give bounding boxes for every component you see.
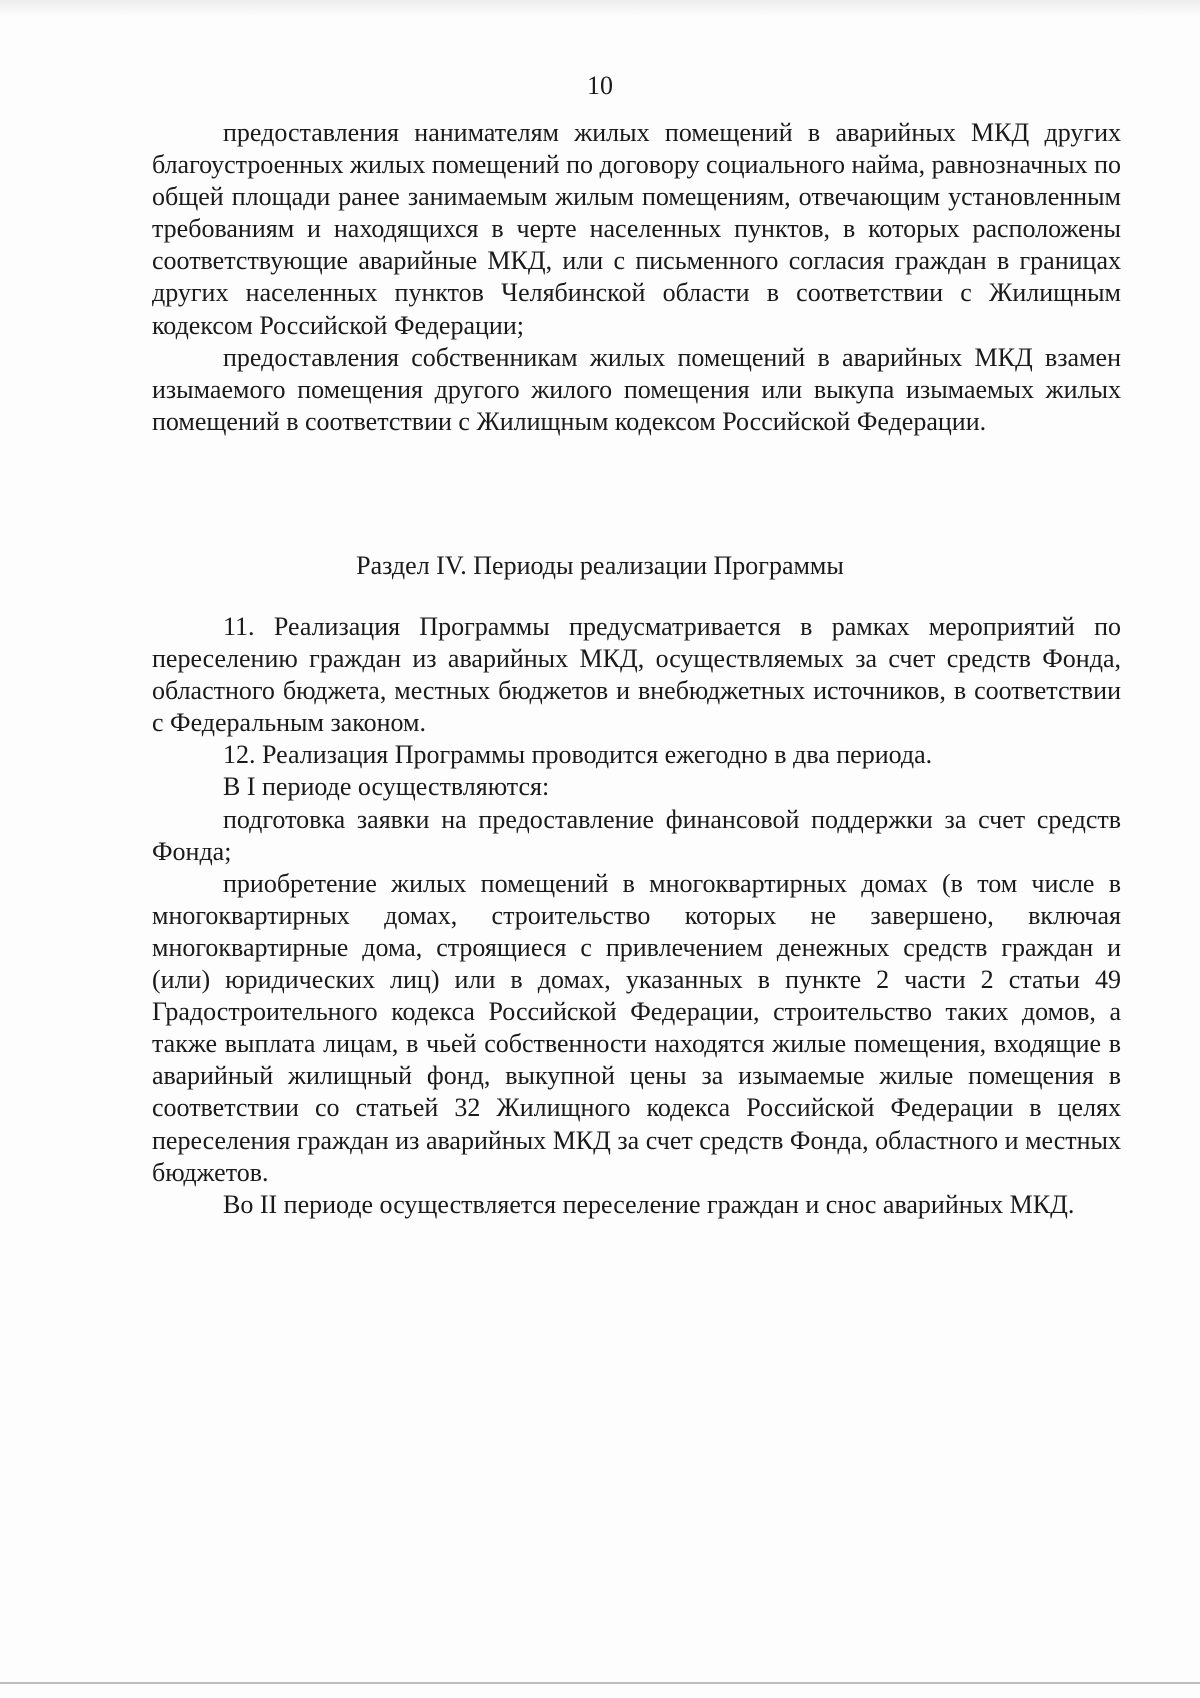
paragraph-period-2: Во II периоде осуществляется переселение граждан и снос аварийных МКД. xyxy=(223,1189,1075,1219)
paragraph-application: подготовка заявки на предоставление финансовой поддержки за счет средств Фонда; xyxy=(152,804,1121,866)
section-heading: Раздел IV. Периоды реализации Программы xyxy=(356,551,844,580)
page-number: 10 xyxy=(587,71,613,100)
scan-edge xyxy=(0,0,1200,16)
paragraph-acquisition: приобретение жилых помещений в многоквартирных домах (в том числе в многоквартирных домах, строительство которых не завершено, включая многоквартирные дома, строящиеся с привлечением денежных средств граждан и (или) юридических лиц) или в домах, указанных в пункте 2 части 2 статьи 49 Градостроительного кодекса Российской Федерации, строительство таких домов, а также выплата лицам, в чьей собственности находятся жилые помещения, входящие в аварийный жилищный фонд, выкупной цены за изымаемые жилые помещения в соответствии со статьей 32 Жилищного кодекса Российской Федерации в целях переселения граждан из аварийных МКД за счет средств Фонда, областного и местных бюджетов. xyxy=(152,868,1121,1187)
paragraph-item-11: 11. Реализация Программы предусматривается в рамках мероприятий по переселению граждан из аварийных МКД, осуществляемых за счет средств Фонда, областного бюджета, местных бюджетов и внебюджетных источников, в соответствии с Федеральным законом. xyxy=(152,612,1121,738)
bottom-text-block xyxy=(152,611,1121,1221)
paragraph-owners: предоставления собственникам жилых помещений в аварийных МКД взамен изымаемого помещения другого жилого помещения или выкупа изымаемых жилых помещений в соответствии с Жилищным кодексом Российской Федерации. xyxy=(152,342,1121,436)
paragraph-tenants: предоставления нанимателям жилых помещений в аварийных МКД других благоустроенных жилых помещений по договору социального найма, равнозначных по общей площади ранее занимаемым жилым помещениям, отвечающим установленным требованиям и находящихся в черте населенных пунктов, в которых расположены соответствующие аварийные МКД, или с письменного согласия граждан в границах других населенных пунктов Челябинской области в соответствии с Жилищным кодексом Российской Федерации; xyxy=(152,118,1121,340)
top-text-block xyxy=(152,117,1121,438)
paragraph-item-12: 12. Реализация Программы проводится ежегодно в два периода. xyxy=(223,740,933,770)
paragraph-period-1-intro: В I периоде осуществляются: xyxy=(223,772,550,802)
scan-bottom-edge xyxy=(0,1682,1200,1684)
